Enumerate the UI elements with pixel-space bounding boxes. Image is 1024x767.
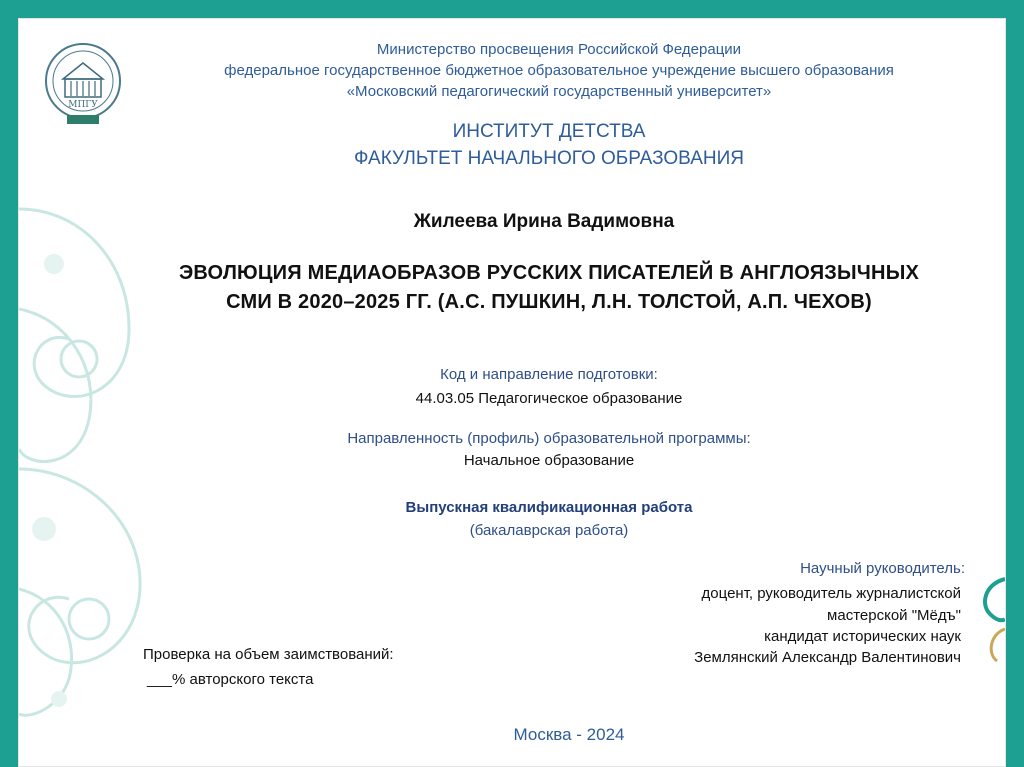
- faculty-name: ФАКУЛЬТЕТ НАЧАЛЬНОГО ОБРАЗОВАНИЯ: [354, 148, 744, 169]
- work-type: Выпускная квалификационная работа: [405, 499, 693, 516]
- supervisor-position: доцент, руководитель журналистской: [701, 585, 961, 602]
- supervisor-name: Землянский Александр Валентинович: [694, 649, 961, 666]
- svg-text:МПГУ: МПГУ: [68, 100, 98, 110]
- work-subtype: (бакалаврская работа): [469, 522, 629, 539]
- plagiarism-check-label: Проверка на объем заимствований:: [143, 646, 394, 663]
- institute-name: ИНСТИТУТ ДЕТСТВА: [452, 121, 646, 142]
- supervisor-workshop: мастерской "Мёдъ": [827, 607, 961, 624]
- floral-ornament: [19, 169, 169, 729]
- supervisor-degree: кандидат исторических наук: [764, 628, 961, 645]
- author-name: Жилеева Ирина Вадимовна: [413, 211, 675, 232]
- title-page: [18, 18, 1006, 767]
- ministry-line: Министерство просвещения Российской Федерации: [376, 41, 742, 58]
- city-year: Москва - 2024: [513, 725, 625, 744]
- university-line: «Московский педагогический государственный университет»: [346, 83, 772, 100]
- program-code-value: 44.03.05 Педагогическое образование: [415, 390, 683, 407]
- supervisor-label: Научный руководитель:: [800, 560, 965, 577]
- program-profile-value: Начальное образование: [463, 452, 635, 469]
- thesis-title: ЭВОЛЮЦИЯ МЕДИАОБРАЗОВ РУССКИХ ПИСАТЕЛЕЙ В АНГЛОЯЗЫЧНЫХ СМИ В 2020–2025 ГГ. (А.С. ПУШКИН, Л.Н. ТОЛСТОЙ, А.П. ЧЕХОВ): [178, 262, 920, 313]
- program-profile-label: Направленность (профиль) образовательной программы:: [347, 430, 751, 447]
- institution-type-line: федеральное государственное бюджетное образовательное учреждение высшего образования: [224, 62, 894, 79]
- corner-ornament: [975, 559, 1005, 679]
- plagiarism-check-value: ___% авторского текста: [147, 671, 314, 688]
- university-logo: [43, 41, 123, 131]
- program-code-label: Код и направление подготовки:: [440, 366, 658, 383]
